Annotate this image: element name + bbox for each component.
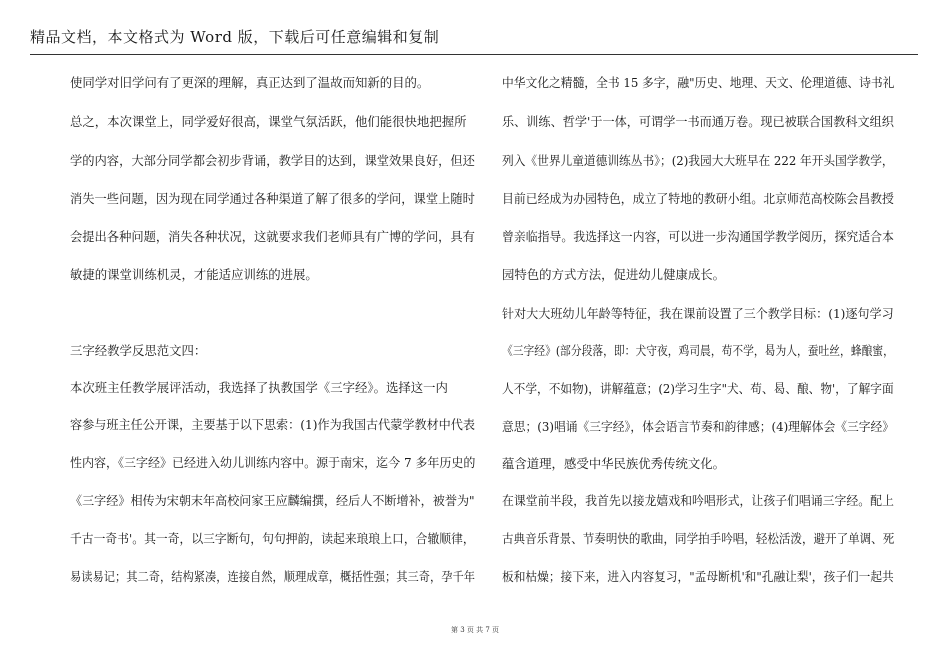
section-heading: 三字经教学反思范文四： (70, 343, 207, 358)
paragraph-line: 性内容，《三字经》已经进入幼儿训练内容中。源于南宋，迄今 7 多年历史的 (70, 455, 476, 470)
paragraph-line: 园特色的方式方法，促进幼儿健康成长。 (502, 267, 726, 282)
paragraph-line: 针对大大班幼儿年龄等特征，我在课前设置了三个教学目标：(1)逐句学习 (502, 306, 894, 321)
paragraph-line: 总之，本次课堂上，同学爱好很高，课堂气氛活跃，他们能很快地把握所 (70, 114, 467, 129)
paragraph-line: 在课堂前半段，我首先以接龙嬉戏和吟唱形式，让孩子们唱诵三字经。配上 (502, 493, 894, 508)
paragraph-line: 千古一奇书'。其一奇，以三字断句，句句押韵，读起来琅琅上口，合辙顺律， (70, 531, 475, 546)
document-header: 精品文档，本文格式为 Word 版，下载后可任意编辑和复制 (30, 28, 440, 46)
paragraph-line: 使同学对旧学问有了更深的理解，真正达到了温故而知新的目的。 (70, 75, 430, 90)
paragraph-line: 易读易记；其二奇，结构紧凑，连接自然，顺理成章，概括性强；其三奇，孕千年 (70, 569, 476, 584)
paragraph-line: 古典音乐背景、节奏明快的歌曲，同学拍手吟唱，轻松活泼，避开了单调、死 (502, 531, 895, 546)
paragraph-line: 容参与班主任公开课，主要基于以下思索：(1)作为我国古代蒙学教材中代表 (70, 417, 476, 432)
paragraph-line: 乐、训练、哲学'于一体，可谓学一书而通万卷。现已被联合国教科文组织 (502, 114, 894, 129)
paragraph-line: 本次班主任教学展评活动，我选择了执教国学《三字经》。选择这一内 (70, 380, 448, 395)
page-number: 第 3 页 共 7 页 (450, 626, 500, 634)
header-divider (30, 54, 918, 55)
paragraph-line: 板和枯燥；接下来，进入内容复习，"孟母断机'和"孔融让梨'，孩子们一起共 (502, 569, 894, 584)
paragraph-line: 消失一些问题，因为现在同学通过各种渠道了解了很多的学问，课堂上随时 (70, 191, 475, 206)
paragraph-line: 列入《世界儿童道德训练丛书》；(2)我园大大班早在 222 年开头国学教学， (502, 153, 894, 168)
paragraph-line: 学的内容，大部分同学都会初步背诵，教学目的达到，课堂效果良好，但还 (70, 153, 475, 168)
paragraph-line: 《三字经》相传为宋朝末年高校问家王应麟编撰，经后人不断增补，被誉为" (70, 493, 475, 508)
paragraph-line: 曾亲临指导。我选择这一内容，可以进一步沟通国学教学阅历，探究适合本 (502, 229, 894, 244)
paragraph-line: 《三字经》(部分段落，即：犬守夜，鸡司晨，苟不学，曷为人，蚕吐丝，蜂酿蜜， (502, 343, 894, 358)
paragraph-line: 目前已经成为办园特色，成立了特地的教研小组。北京师范高校陈会昌教授 (502, 191, 894, 206)
paragraph-line: 意思；(3)唱诵《三字经》，体会语言节奏和韵律感；(4)理解体会《三字经》 (502, 419, 895, 434)
paragraph-line: 敏捷的课堂训练机灵，才能适应训练的进展。 (70, 267, 318, 282)
paragraph-line: 中华文化之精髓，全书 15 多字，融"历史、地理、天文、伦理道德、诗书礼 (502, 75, 895, 90)
paragraph-line: 人不学，不如物)，讲解蕴意；(2)学习生字"犬、苟、曷、酿、物'，了解字面 (502, 381, 894, 396)
paragraph-line: 会提出各种问题，消失各种状况，这就要求我们老师具有广博的学问，具有 (70, 229, 475, 244)
paragraph-line: 蕴含道理，感受中华民族优秀传统文化。 (502, 456, 726, 471)
